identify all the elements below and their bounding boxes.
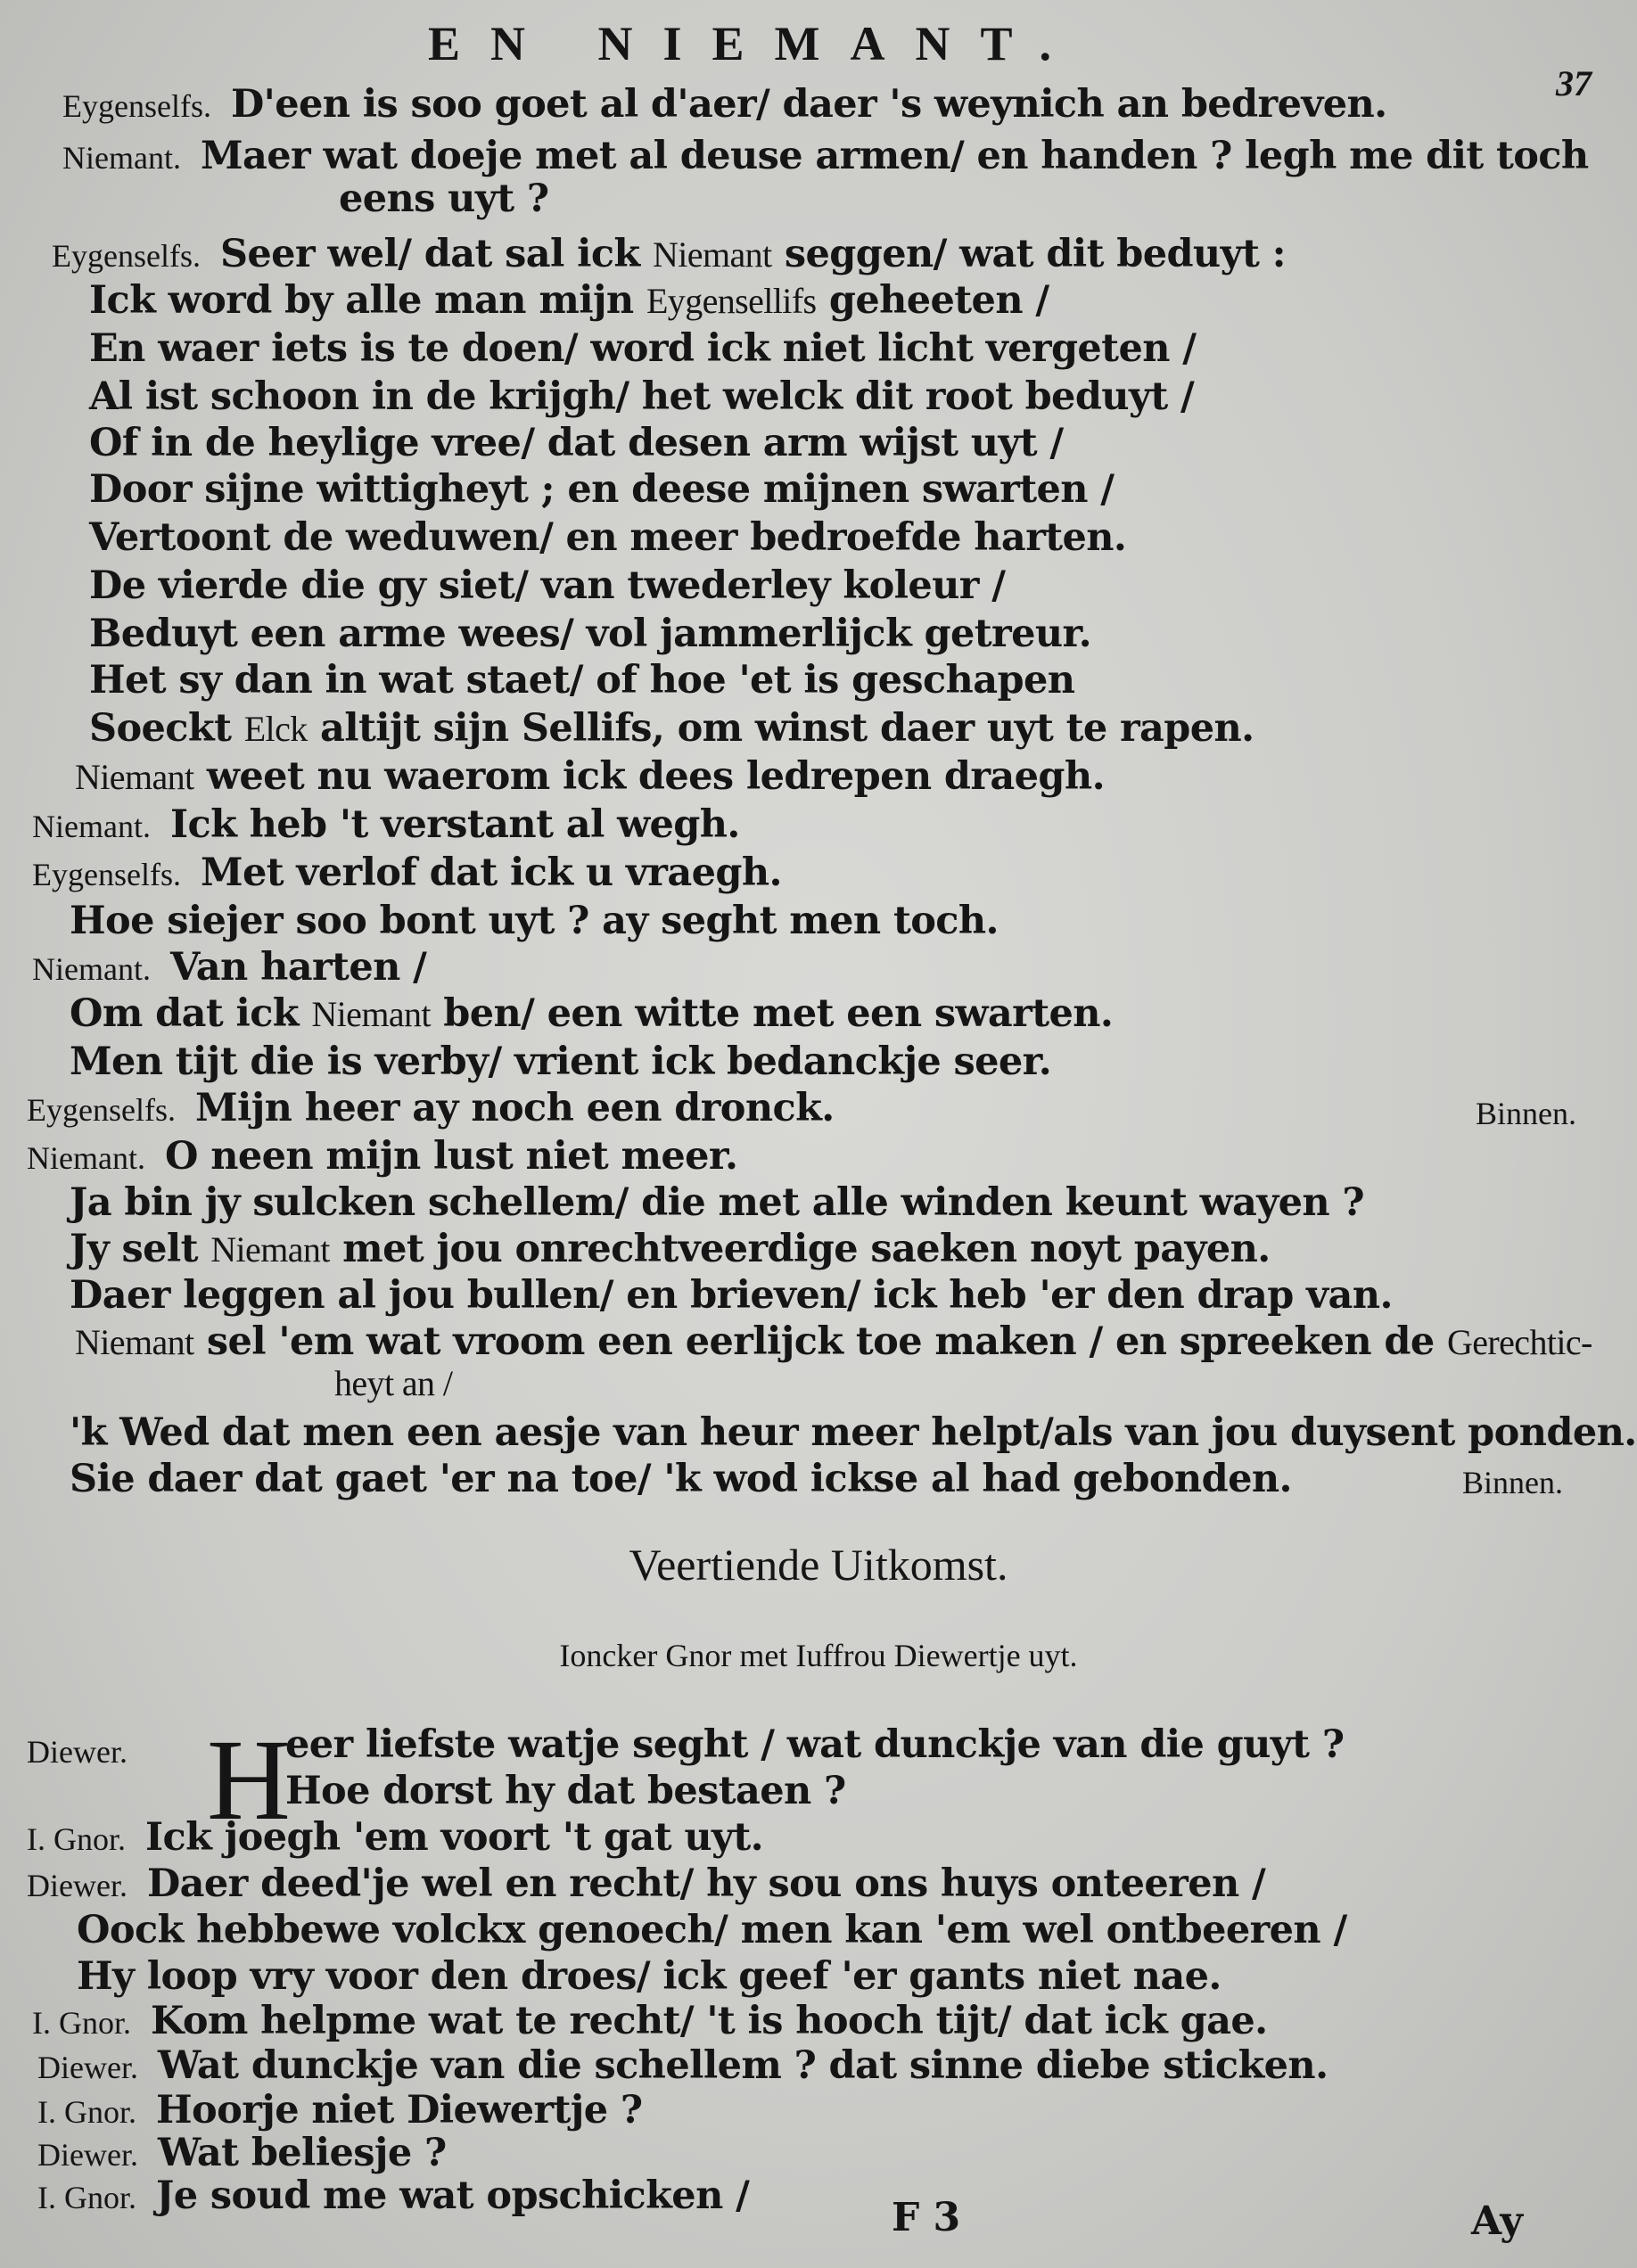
verse-line [89,374,1194,419]
verse-text: De vierde die gy siet/ van twederley koleur / [89,563,1006,608]
verse-text: Ick word by alle man mijn [89,278,634,323]
roman-name: Niemant [311,994,431,1034]
verse-line [32,802,740,847]
verse-text: O neen mijn lust niet meer. [164,1134,738,1179]
stage-direction: Binnen. [1476,1096,1576,1131]
verse-text: D'een is soo goet al d'aer/ daer 's weynich an bedreven. [230,82,1387,127]
verse-text: 'k Wed dat men een aesje van heur meer helpt/als van jou duysent ponden. [70,1410,1637,1455]
verse-text: Vertoont de weduwen/ en meer bedroefde harten. [89,515,1127,560]
verse-text: Je soud me wat opschicken / [156,2174,750,2218]
verse-line [27,1134,737,1179]
verse-line [37,2174,749,2218]
verse-text: Daer deed'je wel en recht/ hy sou ons huys onteeren / [146,1861,1266,1906]
speaker-label: I. Gnor. [37,2180,136,2215]
verse-line [334,1360,452,1405]
speaker-label: Eygenselfs. [62,88,211,124]
verse-line [89,706,1254,751]
verse-text: Maer wat doeje met al deuse armen/ en handen ? legh me dit toch [200,134,1589,178]
verse-line [27,1728,128,1772]
speaker-label: Niemant. [62,140,181,176]
speaker-label: I. Gnor. [37,2094,136,2130]
roman-name: Niemant [75,1322,194,1362]
verse-line [70,991,1113,1036]
verse-line [339,177,548,221]
verse-text: Ick joegh 'em voort 't gat uyt. [145,1815,764,1860]
verse-text: eens uyt ? [339,177,549,221]
verse-line [27,1086,835,1130]
verse-text: met jou onrechtveerdige saeken noyt payen. [342,1227,1271,1271]
running-title: EN NIEMANT. [428,17,1082,70]
verse-line [70,899,999,943]
speaker-label: Niemant. [32,809,151,844]
verse-line [89,515,1126,560]
verse-line [70,1273,1393,1318]
speaker-label: Eygenselfs. [52,238,201,274]
roman-name: Niemant [652,234,772,275]
speaker-label: Niemant. [27,1140,145,1176]
verse-text: Of in de heylige vree/ dat desen arm wijst uyt / [89,421,1064,465]
verse-line [70,1410,1637,1455]
signature-mark: F 3 [892,2195,961,2240]
verse-text: Hy loop vry voor den droes/ ick geef 'er gants niet nae. [77,1954,1222,1999]
verse-text: eer liefste watje seght / wat dunckje van die guyt ? [285,1722,1345,1767]
verse-text: Door sijne wittigheyt ; en deese mijnen swarten / [89,467,1115,512]
verse-text: Oock hebbewe volckx genoech/ men kan 'em wel ontbeeren / [77,1908,1347,1952]
roman-name: Niemant [210,1229,330,1270]
verse-line [89,563,1005,608]
speaker-label: I. Gnor. [32,2005,131,2041]
verse-text: Kom helpme wat te recht/ 't is hooch tijt/ dat ick gae. [151,1999,1268,2043]
verse-text: weet nu waerom ick dees ledrepen draegh. [206,754,1105,799]
scene-subtitle: Ioncker Gnor met Iuffrou Diewertje uyt. [559,1638,1078,1673]
drop-cap: H [207,1716,291,1845]
verse-text: Men tijt die is verby/ vrient ick bedanckje seer. [70,1040,1052,1084]
verse-line [37,2043,1328,2088]
roman-name: Eygensellifs [646,281,817,321]
catchword: Ay [1471,2198,1523,2244]
page-number: 37 [1556,63,1592,103]
verse-line [89,326,1196,371]
verse-text: Jy selt [70,1227,198,1271]
roman-name: heyt an / [334,1363,453,1403]
verse-line [75,1319,1592,1364]
stage-direction: Binnen. [1462,1465,1563,1500]
verse-text: Hoe siejer soo bont uyt ? ay seght men toch. [70,899,999,943]
verse-line [70,1040,1051,1084]
verse-line [62,134,1589,178]
verse-line [89,421,1064,465]
verse-line [285,1722,1344,1767]
verse-line [37,2088,642,2132]
scene-title: Veertiende Uitkomst. [629,1540,1008,1590]
verse-line [75,754,1105,799]
speaker-label: Diewer. [27,1734,128,1770]
verse-text: Soeckt [89,706,232,751]
verse-line [27,1861,1265,1906]
verse-line [285,1769,846,1813]
verse-text: Om dat ick [70,991,299,1036]
verse-line [70,1457,1292,1501]
verse-line [37,2131,447,2175]
speaker-label: Niemant. [32,951,151,987]
verse-text: geheeten / [828,278,1049,323]
verse-line [89,612,1091,656]
roman-name: Elck [243,709,308,749]
verse-line [32,1999,1267,2043]
verse-text: altijt sijn Sellifs, om winst daer uyt te rapen. [320,706,1254,751]
verse-text: Sie daer dat gaet 'er na toe/ 'k wod ickse al had gebonden. [70,1457,1292,1501]
verse-text: seggen/ wat dit beduyt : [784,232,1286,276]
verse-text: En waer iets is te doen/ word ick niet licht vergeten / [89,326,1197,371]
verse-text: Ja bin jy sulcken schellem/ die met alle winden keunt wayen ? [70,1180,1365,1225]
speaker-label: Diewer. [27,1868,128,1903]
verse-text: Ick heb 't verstant al wegh. [169,802,740,847]
verse-text: ben/ een witte met een swarten. [443,991,1114,1036]
roman-name: Niemant [75,757,194,797]
speaker-label: Diewer. [37,2137,138,2173]
verse-line [27,1815,763,1860]
speaker-label: Eygenselfs. [27,1092,176,1128]
verse-line [77,1954,1222,1999]
verse-text: sel 'em wat vroom een eerlijck toe maken / en spreeken de [206,1319,1435,1364]
verse-line [89,278,1049,323]
roman-name: Gerechtic- [1446,1322,1592,1362]
verse-line [52,232,1286,276]
verse-text: Hoorje niet Diewertje ? [156,2088,643,2132]
verse-text: Beduyt een arme wees/ vol jammerlijck getreur. [89,612,1091,656]
verse-text: Daer leggen al jou bullen/ en brieven/ ick heb 'er den drap van. [70,1273,1393,1318]
verse-text: Seer wel/ dat sal ick [219,232,640,276]
verse-line [70,1180,1364,1225]
verse-line [32,850,782,895]
verse-text: Met verlof dat ick u vraegh. [200,850,782,895]
speaker-label: Eygenselfs. [32,857,181,892]
verse-text: Van harten / [169,945,427,990]
verse-text: Het sy dan in wat staet/ of hoe 'et is geschapen [89,658,1075,703]
verse-line [62,82,1387,127]
verse-text: Wat beliesje ? [157,2131,447,2175]
verse-text: Al ist schoon in de krijgh/ het welck dit root beduyt / [89,374,1195,419]
verse-text: Hoe dorst hy dat bestaen ? [285,1769,846,1813]
verse-line [89,658,1074,703]
verse-line [89,467,1114,512]
speaker-label: I. Gnor. [27,1821,126,1857]
verse-line [32,945,426,990]
verse-line [77,1908,1347,1952]
speaker-label: Diewer. [37,2050,138,2085]
verse-text: Mijn heer ay noch een dronck. [194,1086,835,1130]
verse-line [70,1227,1271,1271]
verse-text: Wat dunckje van die schellem ? dat sinne diebe sticken. [157,2043,1329,2088]
